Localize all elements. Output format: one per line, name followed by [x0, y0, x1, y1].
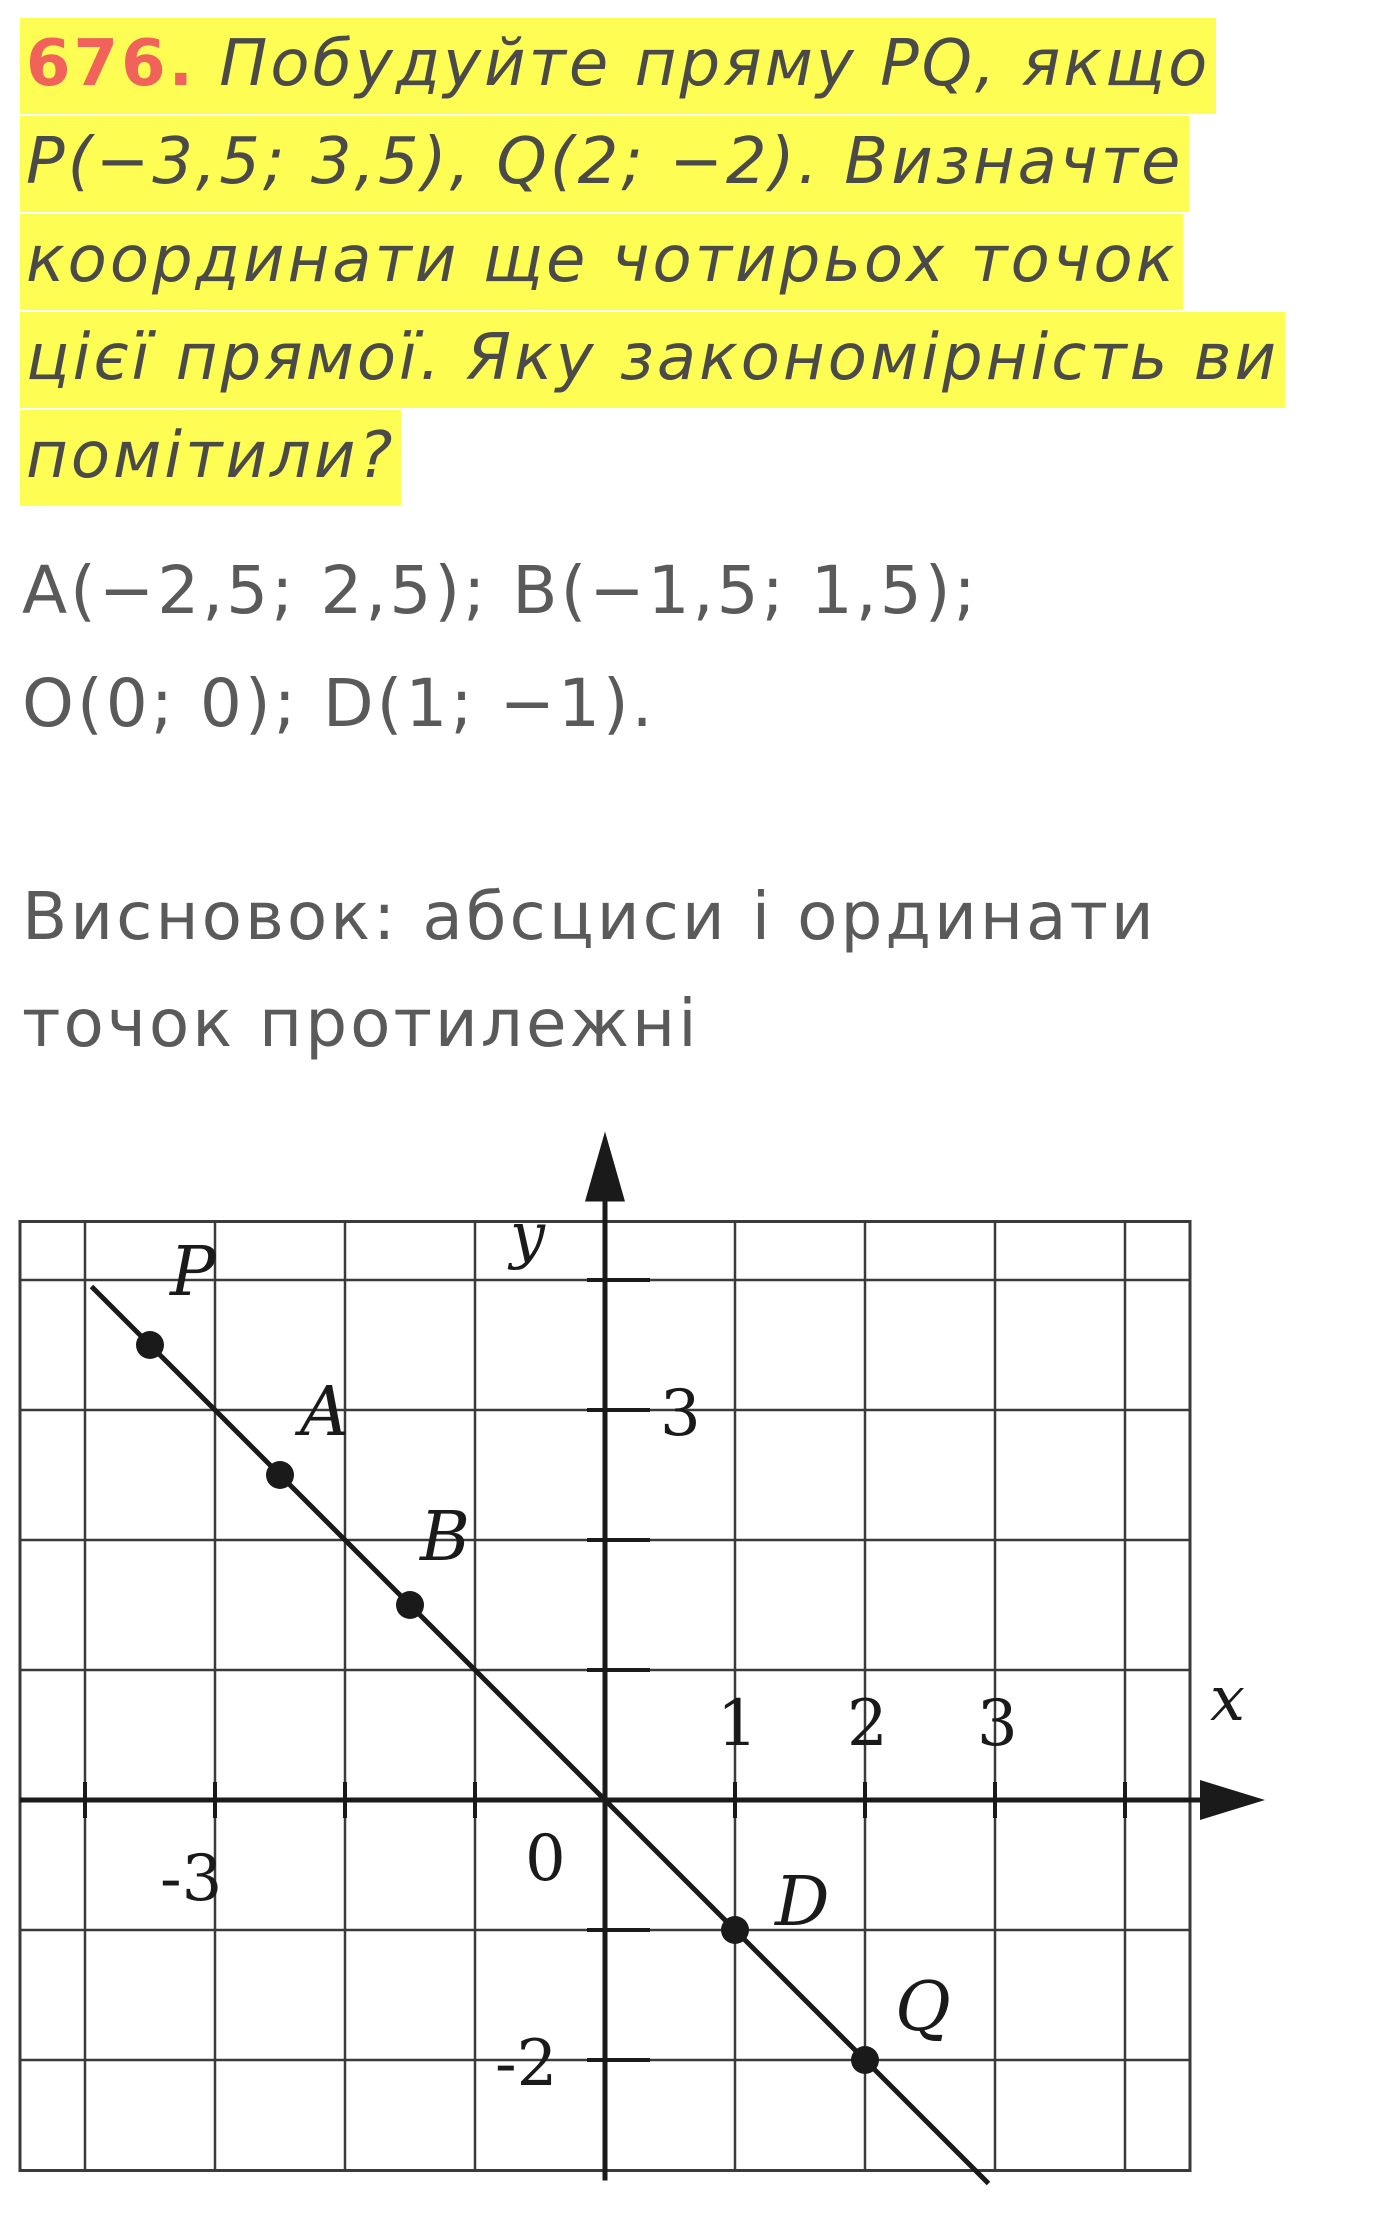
point-b [396, 1591, 424, 1619]
x-tick-label-3: 3 [977, 1687, 1018, 1761]
axis-labels [160, 1199, 1245, 2102]
point-p [136, 1331, 164, 1359]
point-label-d: D [775, 1863, 830, 1942]
answer-points-line-1: A(−2,5; 2,5); B(−1,5; 1,5); [22, 552, 979, 629]
point-label-p: P [170, 1233, 216, 1312]
conclusion-line-1: Висновок: абсциси і ординати [22, 878, 1157, 955]
origin-label: 0 [525, 1822, 566, 1896]
point-label-b: B [420, 1498, 470, 1577]
x-tick-label-2: 2 [847, 1687, 888, 1761]
x-tick-label-1: 1 [717, 1687, 758, 1761]
task-line-1: 676. Побудуйте пряму PQ, якщо [20, 18, 1216, 114]
point-a [266, 1461, 294, 1489]
conclusion-line-2: точок протилежні [22, 985, 700, 1062]
task-line-3: координати ще чотирьох точок [20, 214, 1183, 310]
point-label-q: Q [895, 1968, 951, 2047]
point-label-a: A [300, 1373, 350, 1452]
y-tick-label-3: 3 [660, 1377, 701, 1451]
x-tick-label-neg3: -3 [160, 1842, 223, 1916]
task-line-5: помітили? [20, 410, 401, 506]
task-line-2: P(−3,5; 3,5), Q(2; −2). Визначте [20, 116, 1189, 212]
task-statement [20, 18, 1360, 508]
task-number: 676. [26, 27, 196, 101]
point-q [851, 2046, 879, 2074]
x-axis-label: x [1210, 1662, 1245, 1735]
answer-points-line-2: O(0; 0); D(1; −1). [22, 665, 656, 742]
y-axis-arrow [585, 1132, 625, 1202]
points [136, 1233, 951, 2074]
coordinate-plane [0, 1070, 1390, 2220]
point-d [721, 1916, 749, 1944]
x-axis-arrow [1200, 1780, 1265, 1820]
task-line-4: цієї прямої. Яку закономірність ви [20, 312, 1285, 408]
y-axis-label: y [510, 1198, 546, 1272]
y-tick-label-neg2: -2 [495, 2027, 558, 2101]
